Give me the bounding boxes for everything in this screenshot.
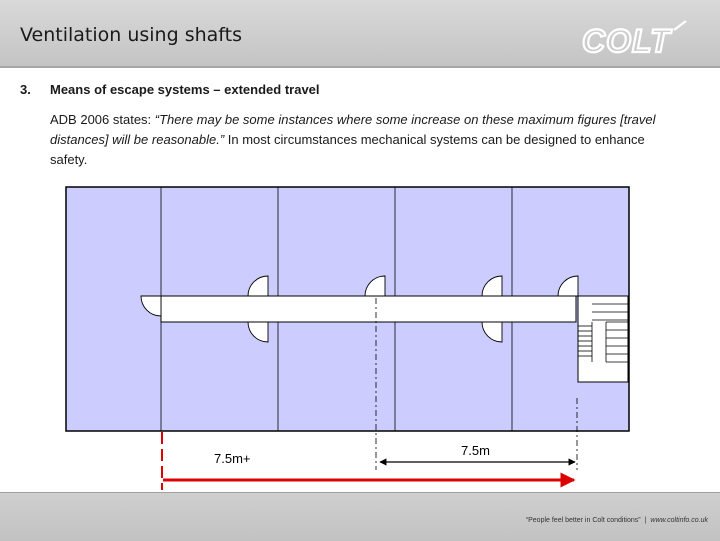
body-quote: “There may be some instances where some increase on these maximum figures [travel distances] will be reasonable.” xyxy=(50,112,656,147)
slide-title: Ventilation using shafts xyxy=(20,24,242,46)
corridor xyxy=(161,296,576,322)
footer-bar xyxy=(0,492,720,541)
footer-url[interactable]: www.coltinfo.co.uk xyxy=(650,517,708,524)
footer-text xyxy=(526,517,708,524)
section-number: 3. xyxy=(20,82,31,97)
body-intro: ADB 2006 states: xyxy=(50,112,155,127)
body-paragraph xyxy=(50,110,670,170)
stair-core xyxy=(578,296,628,382)
section-title: Means of escape systems – extended travel xyxy=(50,82,320,97)
label-extended-travel: 7.5m+ xyxy=(214,451,251,466)
footer-slogan: “People feel better in Colt conditions” xyxy=(525,517,641,524)
colt-logo-tick xyxy=(674,21,686,30)
colt-logo xyxy=(580,18,700,58)
header-divider xyxy=(0,66,720,68)
footer-separator: | xyxy=(644,517,647,524)
label-standard-travel: 7.5m xyxy=(461,443,490,458)
body-rest: In most circumstances mechanical systems can be designed to enhance safety. xyxy=(50,132,645,167)
floor-plan-diagram xyxy=(0,180,720,492)
colt-logo-text: COLT xyxy=(582,23,671,58)
